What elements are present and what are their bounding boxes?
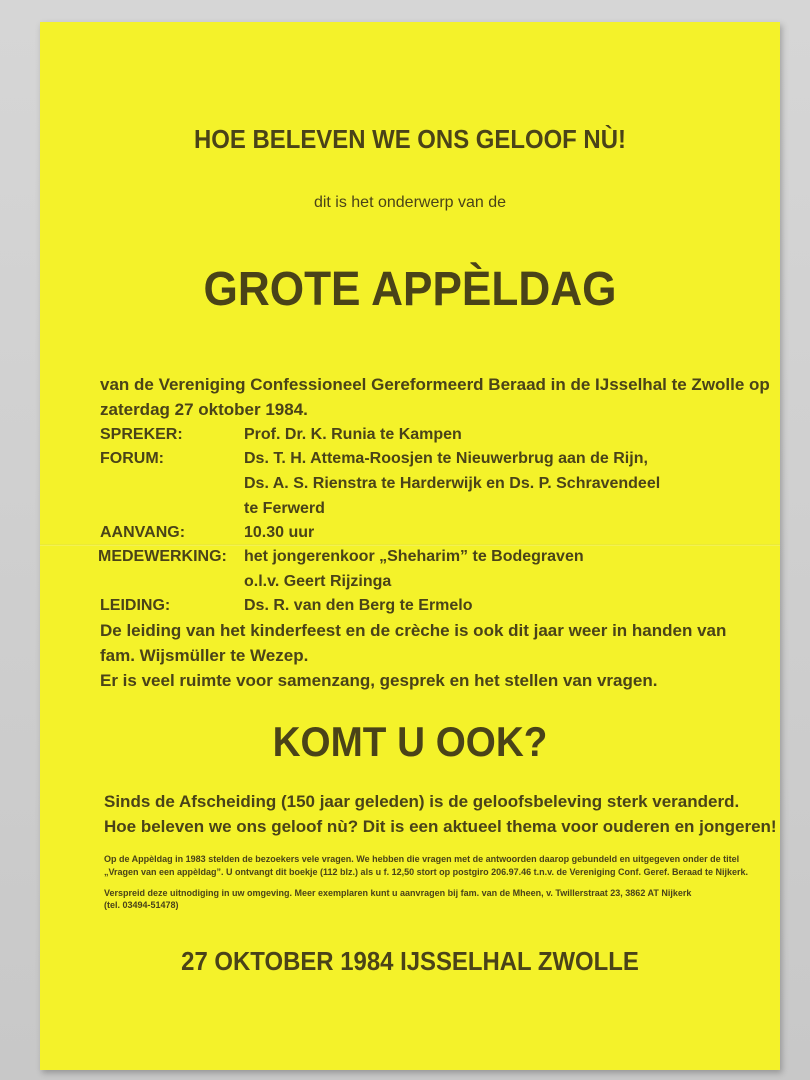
aanvang-label: AANVANG:: [100, 524, 186, 541]
poster: [40, 22, 780, 1070]
footer-date-venue: 27 OKTOBER 1984 IJSSELHAL ZWOLLE: [181, 946, 639, 976]
leiding-label: LEIDING:: [100, 597, 171, 614]
fine-print-line-4: (tel. 03494-51478): [104, 900, 179, 910]
poster-heading: HOE BELEVEN WE ONS GELOOF NÙ!: [194, 124, 626, 154]
fold-crease: [40, 544, 780, 546]
notes-line-3: Er is veel ruimte voor samenzang, gesprek en het stellen van vragen.: [100, 671, 658, 690]
event-title: GROTE APPÈLDAG: [203, 263, 617, 316]
forum-line-1: Ds. T. H. Attema-Roosjen te Nieuwerbrug aan de Rijn,: [244, 450, 648, 467]
notes-line-2: fam. Wijsmüller te Wezep.: [100, 646, 309, 665]
medewerking-line-1: het jongerenkoor „Sheharim” te Bodegraven: [244, 548, 584, 565]
intro-text: dit is het onderwerp van de: [313, 194, 507, 211]
theme-line-2: Hoe beleven we ons geloof nù? Dit is een aktueel thema voor ouderen en jongeren!: [104, 817, 777, 836]
description-line-1: van de Vereniging Confessioneel Gereformeerd Beraad in de IJsselhal te Zwolle op: [100, 375, 770, 394]
description-line-2: zaterdag 27 oktober 1984.: [100, 400, 308, 419]
aanvang-value: 10.30 uur: [244, 524, 315, 541]
medewerking-line-2: o.l.v. Geert Rijzinga: [244, 573, 392, 590]
medewerking-label: MEDEWERKING:: [98, 548, 227, 565]
fine-print-line-1: Op de Appèldag in 1983 stelden de bezoekers vele vragen. We hebben die vragen met de antwoorden daarop gebundeld en uitgegeven onder de titel: [104, 854, 740, 864]
notes-line-1: De leiding van het kinderfeest en de crèche is ook dit jaar weer in handen van: [100, 621, 727, 640]
fine-print-line-2: „Vragen van een appèldag”. U ontvangt dit boekje (112 blz.) als u f. 12,50 stort op postgiro 206.97.46 t.n.v. de Vereniging Conf. Geref. Beraad te Nijkerk.: [104, 867, 749, 877]
call-to-action: KOMT U OOK?: [272, 718, 548, 765]
spreker-value: Prof. Dr. K. Runia te Kampen: [244, 426, 462, 443]
spreker-label: SPREKER:: [100, 426, 183, 443]
leiding-value: Ds. R. van den Berg te Ermelo: [244, 597, 473, 614]
forum-line-3: te Ferwerd: [244, 500, 325, 517]
forum-label: FORUM:: [100, 450, 164, 467]
forum-line-2: Ds. A. S. Rienstra te Harderwijk en Ds. P. Schravendeel: [244, 475, 661, 492]
theme-line-1: Sinds de Afscheiding (150 jaar geleden) is de geloofsbeleving sterk veranderd.: [104, 792, 740, 811]
fine-print-line-3: Verspreid deze uitnodiging in uw omgeving. Meer exemplaren kunt u aanvragen bij fam. van de Mheen, v. Twillerstraat 23, 3862 AT Nijkerk: [104, 888, 692, 898]
